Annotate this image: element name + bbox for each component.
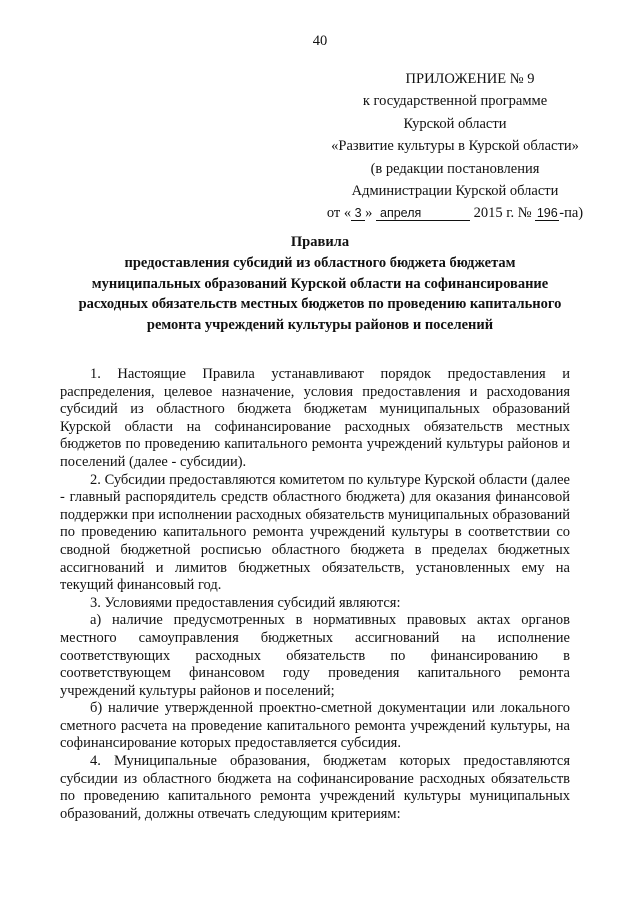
heading-title: Правила bbox=[290, 234, 350, 250]
appendix-line: Курской области bbox=[403, 115, 507, 132]
date-prefix: от « bbox=[326, 205, 352, 222]
date-year: 2015 г. № bbox=[473, 205, 532, 222]
document-body bbox=[60, 366, 570, 823]
paragraph: 2. Субсидии предоставляются комитетом по культуре Курской области (далее - главный распорядитель средств областного бюджета) для оказания финансовой поддержки при исполнении расходных обязательств муниципальных образований по проведению капитального ремонта учреждений культуры в соответствии со сводной бюджетной росписью областного бюджета в пределах бюджетных ассигнований и лимитов бюджетных обязательств, установленных ему на текущий финансовый год. bbox=[60, 471, 570, 594]
appendix-line: к государственной программе bbox=[362, 93, 548, 110]
document-heading bbox=[60, 232, 580, 336]
date-mid: » bbox=[365, 205, 373, 222]
paragraph: 3. Условиями предоставления субсидий являются: bbox=[90, 594, 401, 611]
paragraph: 4. Муниципальные образования, бюджетам которых предоставляются субсидии из областного бюджета на софинансирование расходных обязательств по проведению капитального ремонта учреждений культуры муниципальных образований, должны отвечать следующим критериям: bbox=[60, 753, 570, 822]
heading-line: муниципальных образований Курской области на софинансирование bbox=[91, 275, 549, 292]
page-number: 40 bbox=[312, 33, 328, 49]
heading-line: ремонта учреждений культуры районов и поселений bbox=[146, 317, 494, 334]
appendix-line: Администрации Курской области bbox=[351, 183, 559, 200]
appendix-title: ПРИЛОЖЕНИЕ № 9 bbox=[405, 71, 535, 87]
appendix-header bbox=[270, 68, 640, 225]
heading-line: расходных обязательств местных бюджетов по проведению капитального bbox=[78, 296, 562, 313]
resolution-number: 196 bbox=[536, 206, 558, 221]
appendix-line: «Развитие культуры в Курской области» bbox=[331, 138, 579, 155]
date-suffix: -па) bbox=[559, 205, 584, 222]
resolution-date-line bbox=[270, 202, 640, 224]
paragraph: а) наличие предусмотренных в нормативных правовых актах органов местного самоуправления бюджетных ассигнований на исполнение соответствующих расходных обязательств по финансированию в соответствующем финансовом году проведения капитального ремонта учреждений культуры районов и поселений; bbox=[60, 612, 570, 699]
paragraph: 1. Настоящие Правила устанавливают порядок предоставления и распределения, целевое назначение, условия предоставления и расходования субсидий из областного бюджета бюджетам муниципальных образований Курской области на софинансирование расходных обязательств местных бюджетов по проведению капитального ремонта учреждений культуры районов и поселений (далее - субсидии). bbox=[60, 366, 570, 470]
date-day: 3 bbox=[351, 206, 365, 221]
heading-line: предоставления субсидий из областного бюджета бюджетам bbox=[124, 254, 516, 271]
appendix-line: (в редакции постановления bbox=[370, 160, 540, 177]
paragraph: б) наличие утвержденной проектно-сметной документации или локального сметного расчета на проведение капитального ремонта учреждений культуры, на софинансирование которых предоставляется субсидия. bbox=[60, 700, 570, 752]
date-month: апреля bbox=[376, 206, 470, 221]
